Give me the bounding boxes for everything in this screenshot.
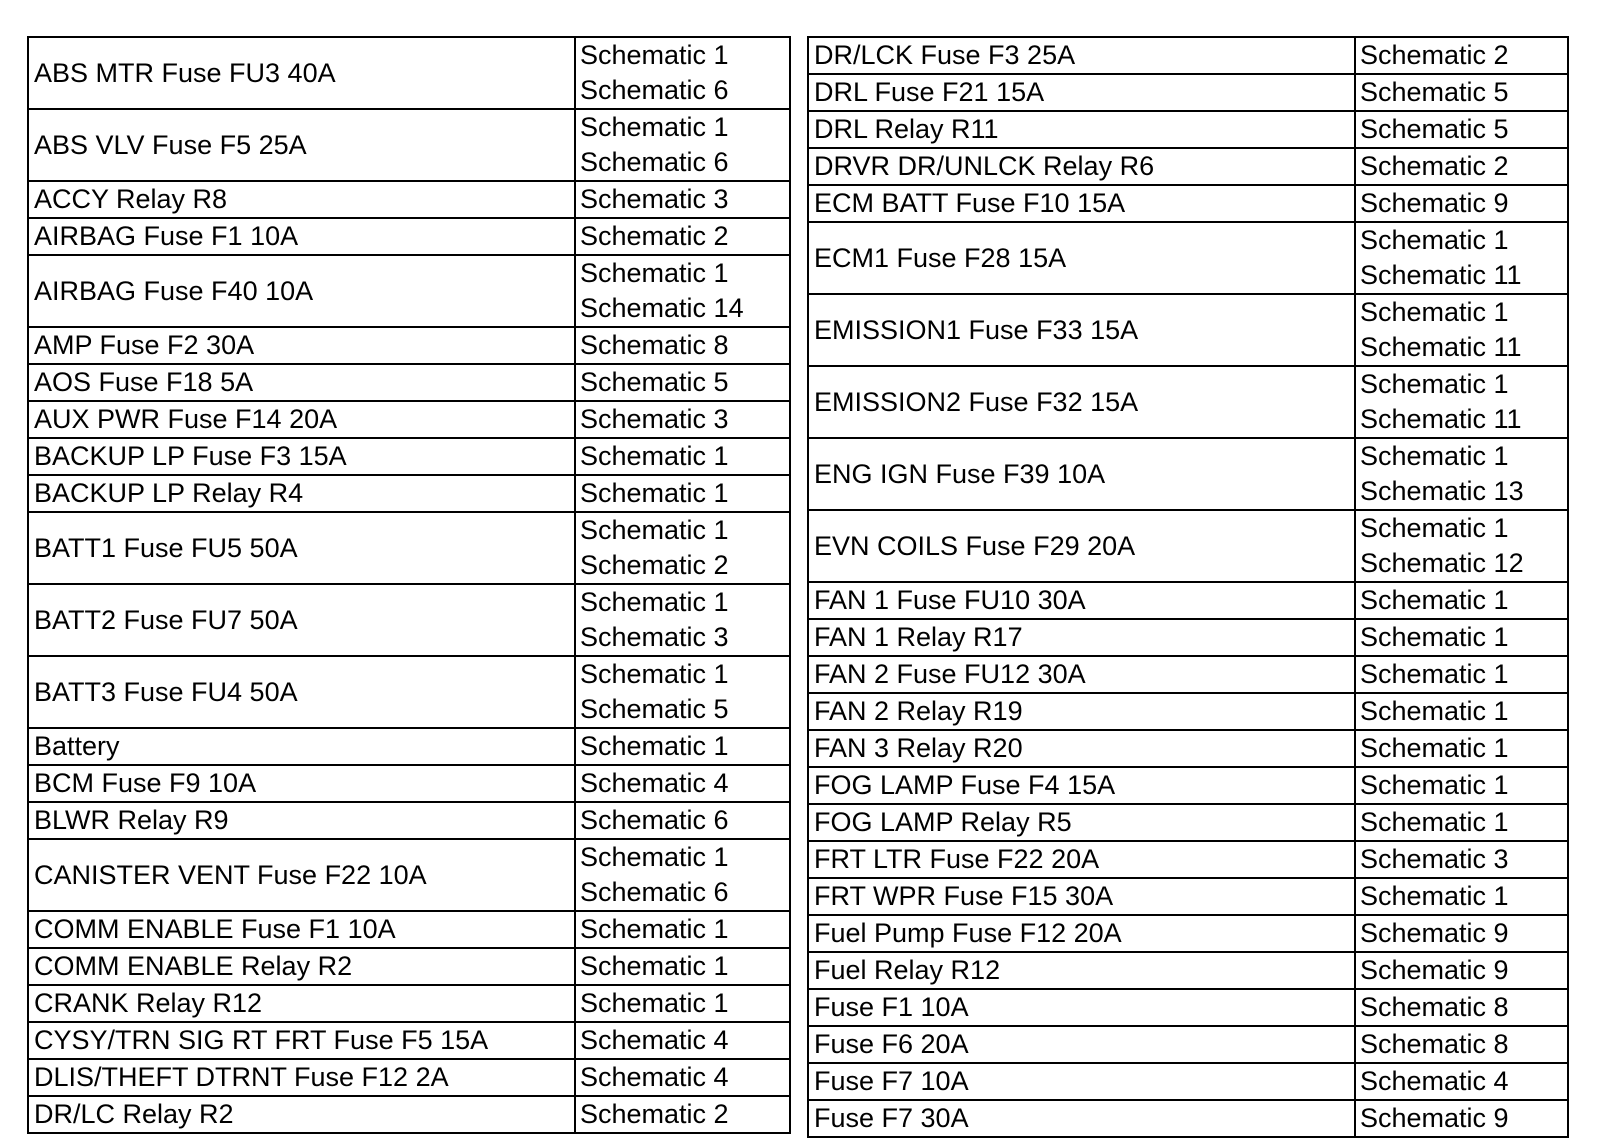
table-row [28,985,790,1022]
schematic-ref-cell [1355,952,1568,989]
table-row [808,1063,1568,1100]
schematic-ref-cell [1355,656,1568,693]
component-name-cell: AOS Fuse F18 5A [28,364,575,401]
schematic-ref-cell [575,438,790,475]
table-row [808,111,1568,148]
schematic-ref-cell [1355,185,1568,222]
schematic-ref: Schematic 2 [580,550,729,580]
schematic-ref: Schematic 1 [580,258,729,288]
schematic-ref: Schematic 2 [1360,40,1509,70]
schematic-ref-cell [1355,294,1568,366]
schematic-ref: Schematic 2 [1360,151,1509,181]
component-name-cell: ENG IGN Fuse F39 10A [808,438,1355,510]
table-row [28,1096,790,1133]
component-name-cell: DR/LC Relay R2 [28,1096,575,1133]
component-name-cell: DR/LCK Fuse F3 25A [808,37,1355,74]
schematic-ref-cell [575,37,790,109]
schematic-ref: Schematic 3 [580,622,729,652]
table-row [808,915,1568,952]
schematic-ref: Schematic 9 [1360,955,1509,985]
schematic-ref: Schematic 8 [1360,992,1509,1022]
component-name-cell: DRL Fuse F21 15A [808,74,1355,111]
component-name-cell: DRVR DR/UNLCK Relay R6 [808,148,1355,185]
schematic-ref: Schematic 4 [580,1025,729,1055]
component-name-cell: DLIS/THEFT DTRNT Fuse F12 2A [28,1059,575,1096]
schematic-ref: Schematic 1 [1360,441,1509,471]
table-row [808,37,1568,74]
schematic-ref: Schematic 1 [1360,225,1509,255]
schematic-ref: Schematic 1 [580,659,729,689]
component-name-cell: Fuel Pump Fuse F12 20A [808,915,1355,952]
schematic-ref-cell [1355,841,1568,878]
schematic-ref-cell [1355,74,1568,111]
schematic-ref: Schematic 1 [580,112,729,142]
component-name-cell: AIRBAG Fuse F40 10A [28,255,575,327]
schematic-ref-cell [575,584,790,656]
schematic-ref: Schematic 11 [1360,260,1522,290]
component-name-cell: FRT WPR Fuse F15 30A [808,878,1355,915]
schematic-ref: Schematic 1 [580,988,729,1018]
schematic-ref: Schematic 1 [580,441,729,471]
schematic-ref: Schematic 1 [580,587,729,617]
component-name-cell: Fuse F7 10A [808,1063,1355,1100]
table-row [808,185,1568,222]
table-row [28,839,790,911]
schematic-ref: Schematic 2 [580,1099,729,1129]
schematic-ref: Schematic 1 [1360,297,1509,327]
schematic-ref-cell [1355,438,1568,510]
schematic-ref: Schematic 1 [1360,770,1509,800]
component-index-table-left [27,36,791,1134]
schematic-ref-cell [575,948,790,985]
table-row [28,765,790,802]
component-name-cell: EMISSION1 Fuse F33 15A [808,294,1355,366]
schematic-ref: Schematic 1 [580,731,729,761]
component-name-cell: ABS MTR Fuse FU3 40A [28,37,575,109]
component-name-cell: COMM ENABLE Relay R2 [28,948,575,985]
schematic-ref-cell [1355,1063,1568,1100]
schematic-ref-cell [1355,1100,1568,1137]
schematic-ref: Schematic 3 [580,404,729,434]
schematic-ref-cell [1355,37,1568,74]
component-name-cell: ABS VLV Fuse F5 25A [28,109,575,181]
table-row [28,584,790,656]
schematic-ref-cell [575,802,790,839]
schematic-ref-cell [1355,148,1568,185]
component-name-cell: Fuse F1 10A [808,989,1355,1026]
component-name-cell: FAN 1 Fuse FU10 30A [808,582,1355,619]
table-row [28,401,790,438]
component-name-cell: FAN 3 Relay R20 [808,730,1355,767]
component-name-cell: ECM BATT Fuse F10 15A [808,185,1355,222]
schematic-ref: Schematic 1 [1360,733,1509,763]
table-row [808,841,1568,878]
schematic-ref-cell [1355,222,1568,294]
schematic-ref-cell [575,181,790,218]
component-name-cell: BACKUP LP Fuse F3 15A [28,438,575,475]
schematic-ref-cell [1355,878,1568,915]
table-row [808,878,1568,915]
table-row [808,730,1568,767]
schematic-ref: Schematic 1 [580,842,729,872]
schematic-ref-cell [1355,804,1568,841]
table-row [28,109,790,181]
component-name-cell: DRL Relay R11 [808,111,1355,148]
schematic-ref-cell [575,364,790,401]
component-name-cell: Fuse F7 30A [808,1100,1355,1137]
table-row [808,693,1568,730]
table-row [28,512,790,584]
component-name-cell: FAN 1 Relay R17 [808,619,1355,656]
component-name-cell: FOG LAMP Relay R5 [808,804,1355,841]
schematic-ref-cell [575,1059,790,1096]
schematic-ref: Schematic 3 [1360,844,1509,874]
table-row [808,989,1568,1026]
schematic-ref: Schematic 9 [1360,188,1509,218]
schematic-ref-cell [1355,619,1568,656]
schematic-ref: Schematic 11 [1360,332,1522,362]
table-row [28,656,790,728]
schematic-ref: Schematic 8 [1360,1029,1509,1059]
table-row [808,1026,1568,1063]
table-row [808,952,1568,989]
schematic-ref-cell [575,512,790,584]
schematic-ref: Schematic 11 [1360,404,1522,434]
table-row [808,804,1568,841]
schematic-ref-cell [1355,366,1568,438]
table-row [808,656,1568,693]
component-name-cell: Fuse F6 20A [808,1026,1355,1063]
schematic-ref-cell [575,839,790,911]
schematic-ref: Schematic 2 [580,221,729,251]
component-index-table-right [807,36,1569,1138]
component-name-cell: BATT1 Fuse FU5 50A [28,512,575,584]
schematic-ref: Schematic 8 [580,330,729,360]
schematic-ref: Schematic 1 [1360,585,1509,615]
component-name-cell: Battery [28,728,575,765]
schematic-ref-cell [575,1096,790,1133]
schematic-ref-cell [1355,767,1568,804]
schematic-ref: Schematic 5 [1360,77,1509,107]
table-row [808,1100,1568,1137]
component-name-cell: AMP Fuse F2 30A [28,327,575,364]
schematic-ref: Schematic 1 [1360,513,1509,543]
table-row [808,582,1568,619]
table-row [28,911,790,948]
table-row [28,37,790,109]
table-row [28,364,790,401]
schematic-ref: Schematic 1 [580,40,729,70]
table-row [808,619,1568,656]
table-row [808,438,1568,510]
schematic-ref-cell [1355,510,1568,582]
component-name-cell: AUX PWR Fuse F14 20A [28,401,575,438]
table-row [28,948,790,985]
table-row [28,1022,790,1059]
schematic-ref: Schematic 14 [580,293,744,323]
component-name-cell: CANISTER VENT Fuse F22 10A [28,839,575,911]
schematic-ref-cell [575,327,790,364]
component-name-cell: Fuel Relay R12 [808,952,1355,989]
schematic-ref: Schematic 1 [1360,622,1509,652]
table-row [28,438,790,475]
schematic-ref: Schematic 6 [580,75,729,105]
component-name-cell: CRANK Relay R12 [28,985,575,1022]
schematic-ref: Schematic 4 [1360,1066,1509,1096]
component-name-cell: BATT2 Fuse FU7 50A [28,584,575,656]
table-row [808,767,1568,804]
component-name-cell: ECM1 Fuse F28 15A [808,222,1355,294]
schematic-ref: Schematic 4 [580,1062,729,1092]
schematic-ref: Schematic 1 [580,478,729,508]
schematic-ref: Schematic 6 [580,147,729,177]
component-name-cell: EVN COILS Fuse F29 20A [808,510,1355,582]
schematic-ref: Schematic 1 [1360,369,1509,399]
component-name-cell: BACKUP LP Relay R4 [28,475,575,512]
schematic-ref: Schematic 13 [1360,476,1524,506]
table-row [808,366,1568,438]
table-row [28,475,790,512]
table-row [28,218,790,255]
schematic-ref-cell [575,109,790,181]
table-body-left [28,37,790,1133]
table-row [28,327,790,364]
schematic-ref: Schematic 1 [580,951,729,981]
schematic-ref: Schematic 1 [1360,696,1509,726]
table-row [28,255,790,327]
table-body-right [808,37,1568,1137]
component-name-cell: BCM Fuse F9 10A [28,765,575,802]
schematic-ref-cell [575,255,790,327]
schematic-ref-cell [1355,582,1568,619]
schematic-ref-cell [575,911,790,948]
table-row [28,181,790,218]
schematic-ref-cell [575,401,790,438]
schematic-ref: Schematic 1 [1360,807,1509,837]
table-row [28,728,790,765]
component-name-cell: BLWR Relay R9 [28,802,575,839]
component-name-cell: AIRBAG Fuse F1 10A [28,218,575,255]
component-name-cell: FAN 2 Relay R19 [808,693,1355,730]
component-name-cell: ACCY Relay R8 [28,181,575,218]
component-name-cell: BATT3 Fuse FU4 50A [28,656,575,728]
schematic-ref-cell [1355,989,1568,1026]
schematic-ref-cell [1355,730,1568,767]
schematic-ref: Schematic 5 [580,367,729,397]
table-row [808,510,1568,582]
table-row [28,802,790,839]
component-name-cell: COMM ENABLE Fuse F1 10A [28,911,575,948]
schematic-ref: Schematic 4 [580,768,729,798]
schematic-ref-cell [575,728,790,765]
schematic-ref: Schematic 5 [1360,114,1509,144]
schematic-ref: Schematic 12 [1360,548,1524,578]
schematic-ref: Schematic 1 [580,914,729,944]
schematic-ref-cell [575,985,790,1022]
schematic-ref-cell [575,765,790,802]
schematic-ref: Schematic 9 [1360,1103,1509,1133]
component-name-cell: FAN 2 Fuse FU12 30A [808,656,1355,693]
schematic-ref-cell [575,656,790,728]
schematic-ref-cell [1355,693,1568,730]
table-row [28,1059,790,1096]
table-row [808,148,1568,185]
component-name-cell: FOG LAMP Fuse F4 15A [808,767,1355,804]
schematic-ref: Schematic 3 [580,184,729,214]
schematic-ref: Schematic 6 [580,877,729,907]
schematic-ref: Schematic 1 [1360,659,1509,689]
schematic-ref: Schematic 9 [1360,918,1509,948]
component-name-cell: EMISSION2 Fuse F32 15A [808,366,1355,438]
component-name-cell: CYSY/TRN SIG RT FRT Fuse F5 15A [28,1022,575,1059]
table-row [808,294,1568,366]
schematic-ref-cell [1355,1026,1568,1063]
schematic-ref-cell [575,475,790,512]
schematic-ref-cell [575,218,790,255]
schematic-ref: Schematic 6 [580,805,729,835]
table-row [808,222,1568,294]
component-name-cell: FRT LTR Fuse F22 20A [808,841,1355,878]
schematic-ref-cell [1355,915,1568,952]
schematic-ref-cell [575,1022,790,1059]
schematic-ref: Schematic 5 [580,694,729,724]
schematic-ref: Schematic 1 [580,515,729,545]
schematic-ref: Schematic 1 [1360,881,1509,911]
schematic-ref-cell [1355,111,1568,148]
table-row [808,74,1568,111]
